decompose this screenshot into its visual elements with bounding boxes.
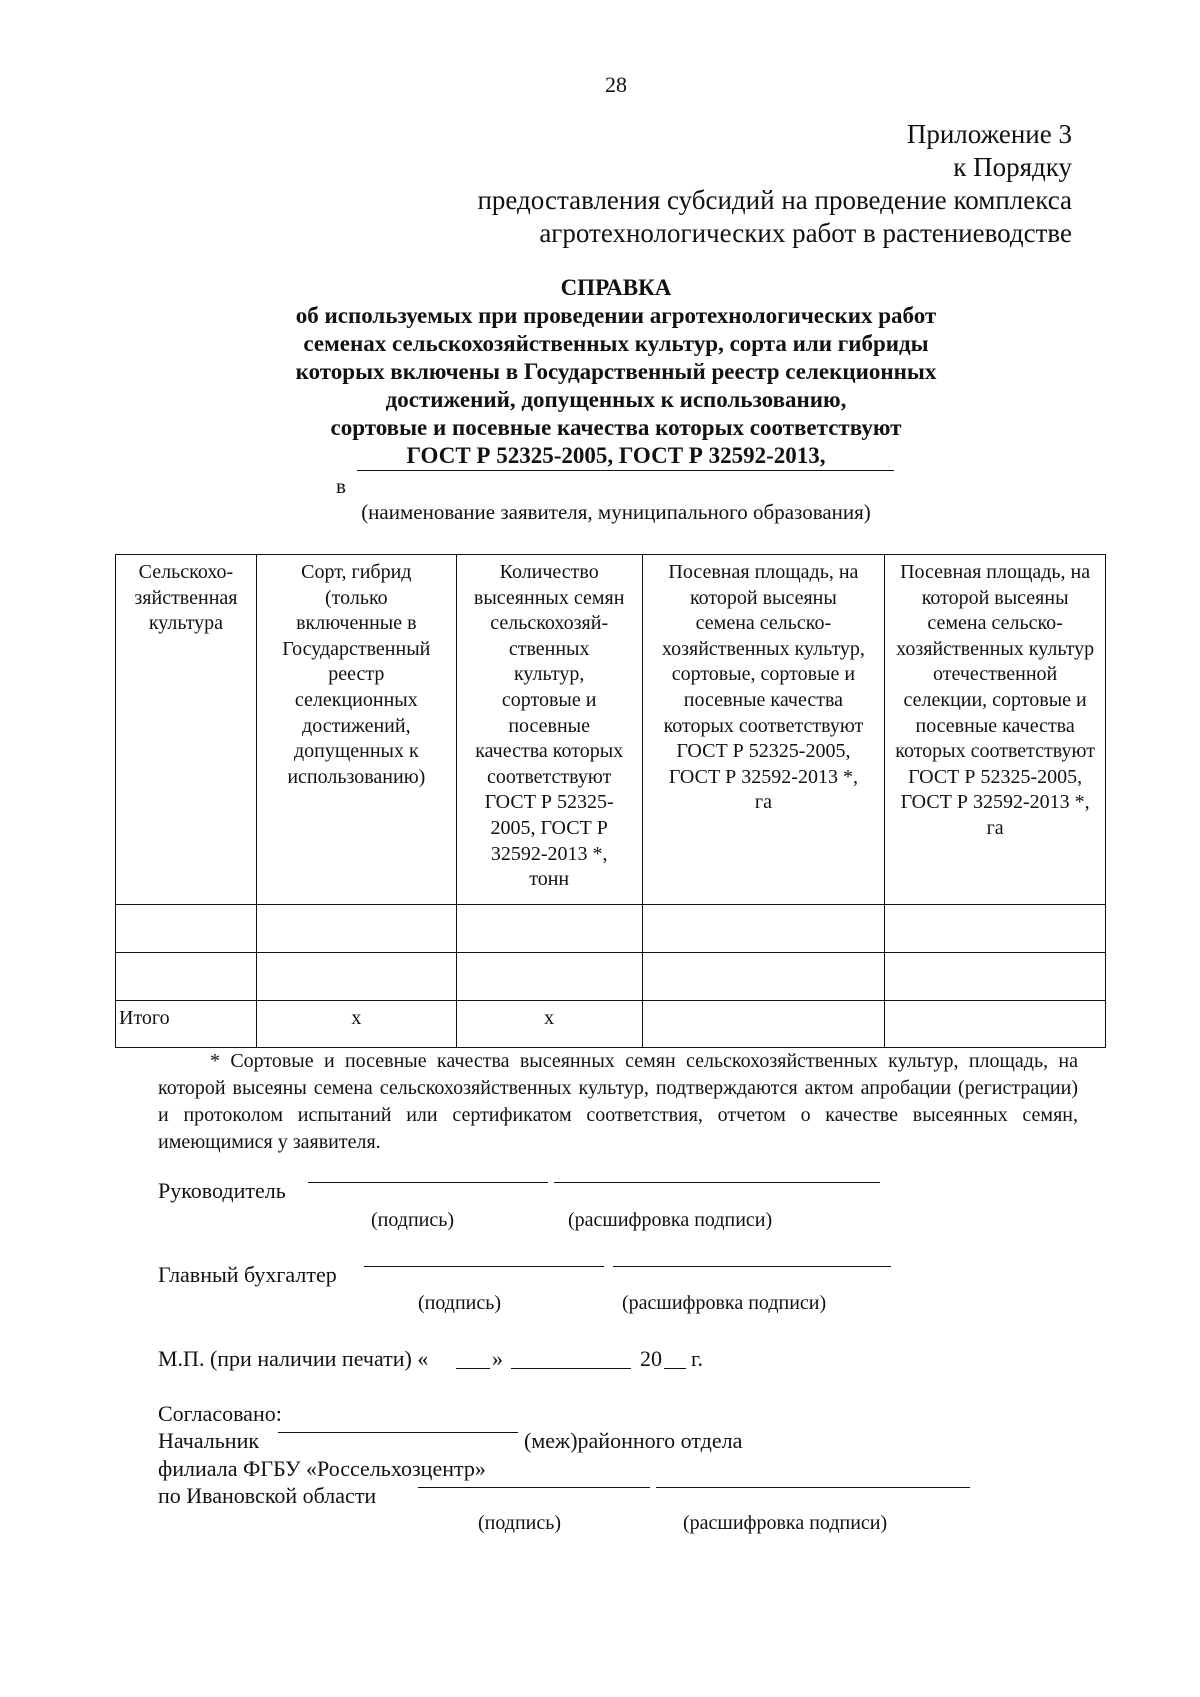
title-line: об используемых при проведении агротехнологических работ <box>295 303 937 328</box>
chief-signature-line[interactable] <box>278 1432 518 1433</box>
total-label: Итого <box>116 1001 257 1048</box>
region-signature-line[interactable] <box>418 1487 650 1488</box>
title-line: семенах сельскохозяйственных культур, сорта или гибриды <box>303 331 929 356</box>
head-label: Руководитель <box>158 1178 286 1203</box>
appendix-line: Приложение 3 <box>906 119 1072 149</box>
signature-caption: (подпись) <box>371 1209 455 1231</box>
approved-label: Согласовано: <box>158 1401 282 1426</box>
table-header-row <box>116 555 1106 905</box>
accountant-decoding-line[interactable] <box>613 1266 891 1267</box>
total-cell[interactable] <box>885 1001 1106 1048</box>
accountant-signature-line[interactable] <box>364 1266 604 1267</box>
header-domestic-area: Посевная площадь, на которой высеяны семена сельско- хозяйственных культур отечественной селекции, сортовые и посевные качества которых соответствуют ГОСТ Р 52325-2005, ГОСТ Р 32592-2013 *, га <box>885 555 1106 905</box>
table-cell[interactable] <box>885 905 1106 953</box>
decoding-caption: (расшифровка подписи) <box>568 1209 773 1231</box>
applicant-fill-line[interactable] <box>357 470 894 471</box>
appendix-line: предоставления субсидий на проведение комплекса <box>477 185 1072 215</box>
table-row <box>116 953 1106 1001</box>
table-cell[interactable] <box>116 953 257 1001</box>
applicant-prefix: в <box>336 474 346 498</box>
decoding-caption: (расшифровка подписи) <box>622 1292 827 1314</box>
chief-label: Начальник <box>158 1428 260 1453</box>
header-seed-quantity: Количество высеянных семян сельскохозяй- ственных культур, сортовые и посевные качества которых соответствуют ГОСТ Р 52325- 2005, ГОСТ Р 32592-2013 *, тонн <box>456 555 642 905</box>
table-cell[interactable] <box>642 953 885 1001</box>
title-line: ГОСТ Р 52325-2005, ГОСТ Р 32592-2013, <box>406 443 826 468</box>
seal-month-line[interactable] <box>511 1368 631 1369</box>
table-cell[interactable] <box>642 905 885 953</box>
title-line: сортовые и посевные качества которых соответствуют <box>330 415 902 440</box>
title-main: СПРАВКА <box>560 275 672 300</box>
seal-quote-close: » <box>492 1346 503 1371</box>
applicant-caption: (наименование заявителя, муниципального образования) <box>361 500 871 524</box>
footnote: * Сортовые и посевные качества высеянных семян сельскохозяйственных культур, площадь, на которой высеяны семена сельскохозяйственных культур, подтверждаются актом апробации (регистрации) и протоколом испытаний или сертификатом соответствия, отчетом о качестве высеянных семян, имеющимися у заявителя. <box>158 1050 1078 1153</box>
page-number: 28 <box>605 72 627 97</box>
head-decoding-line[interactable] <box>554 1182 880 1183</box>
table-cell[interactable] <box>256 905 456 953</box>
signature-caption: (подпись) <box>478 1512 562 1534</box>
signature-caption: (подпись) <box>418 1292 502 1314</box>
appendix-line: агротехнологических работ в растениеводстве <box>539 218 1072 248</box>
seal-year-prefix: 20 <box>640 1346 662 1371</box>
appendix-header <box>477 118 1072 250</box>
table-cell[interactable] <box>456 905 642 953</box>
table-cell[interactable] <box>116 905 257 953</box>
table-cell[interactable] <box>885 953 1106 1001</box>
header-crop: Сельскохо- зяйственная культура <box>116 555 257 905</box>
title-line: которых включены в Государственный реестр селекционных <box>295 359 937 384</box>
head-signature-line[interactable] <box>308 1182 548 1183</box>
table-cell[interactable] <box>456 953 642 1001</box>
seal-year-line[interactable] <box>664 1368 686 1369</box>
header-variety: Сорт, гибрид (только включенные в Государственный реестр селекционных достижений, допущенных к использованию) <box>256 555 456 905</box>
region-label: по Ивановской области <box>158 1483 377 1508</box>
seal-year-suffix: г. <box>691 1346 704 1371</box>
seal-label: М.П. (при наличии печати) « <box>158 1346 429 1371</box>
title-line: достижений, допущенных к использованию, <box>385 387 847 412</box>
seeds-table <box>115 554 1106 1048</box>
chief-accountant-label: Главный бухгалтер <box>158 1262 337 1287</box>
appendix-line: к Порядку <box>953 152 1072 182</box>
table-row <box>116 905 1106 953</box>
seal-day-line[interactable] <box>456 1368 490 1369</box>
header-sown-area: Посевная площадь, на которой высеяны семена сельско- хозяйственных культур, сортовые, сортовые и посевные качества которых соответствуют ГОСТ Р 52325-2005, ГОСТ Р 32592-2013 *, га <box>642 555 885 905</box>
decoding-caption: (расшифровка подписи) <box>683 1512 888 1534</box>
total-cell: х <box>456 1001 642 1048</box>
document-title <box>0 274 1200 470</box>
total-cell: х <box>256 1001 456 1048</box>
table-total-row <box>116 1001 1106 1048</box>
chief-department: (меж)районного отдела <box>524 1428 743 1453</box>
table-cell[interactable] <box>256 953 456 1001</box>
branch-label: филиала ФГБУ «Россельхозцентр» <box>158 1456 486 1481</box>
region-decoding-line[interactable] <box>656 1487 970 1488</box>
total-cell[interactable] <box>642 1001 885 1048</box>
